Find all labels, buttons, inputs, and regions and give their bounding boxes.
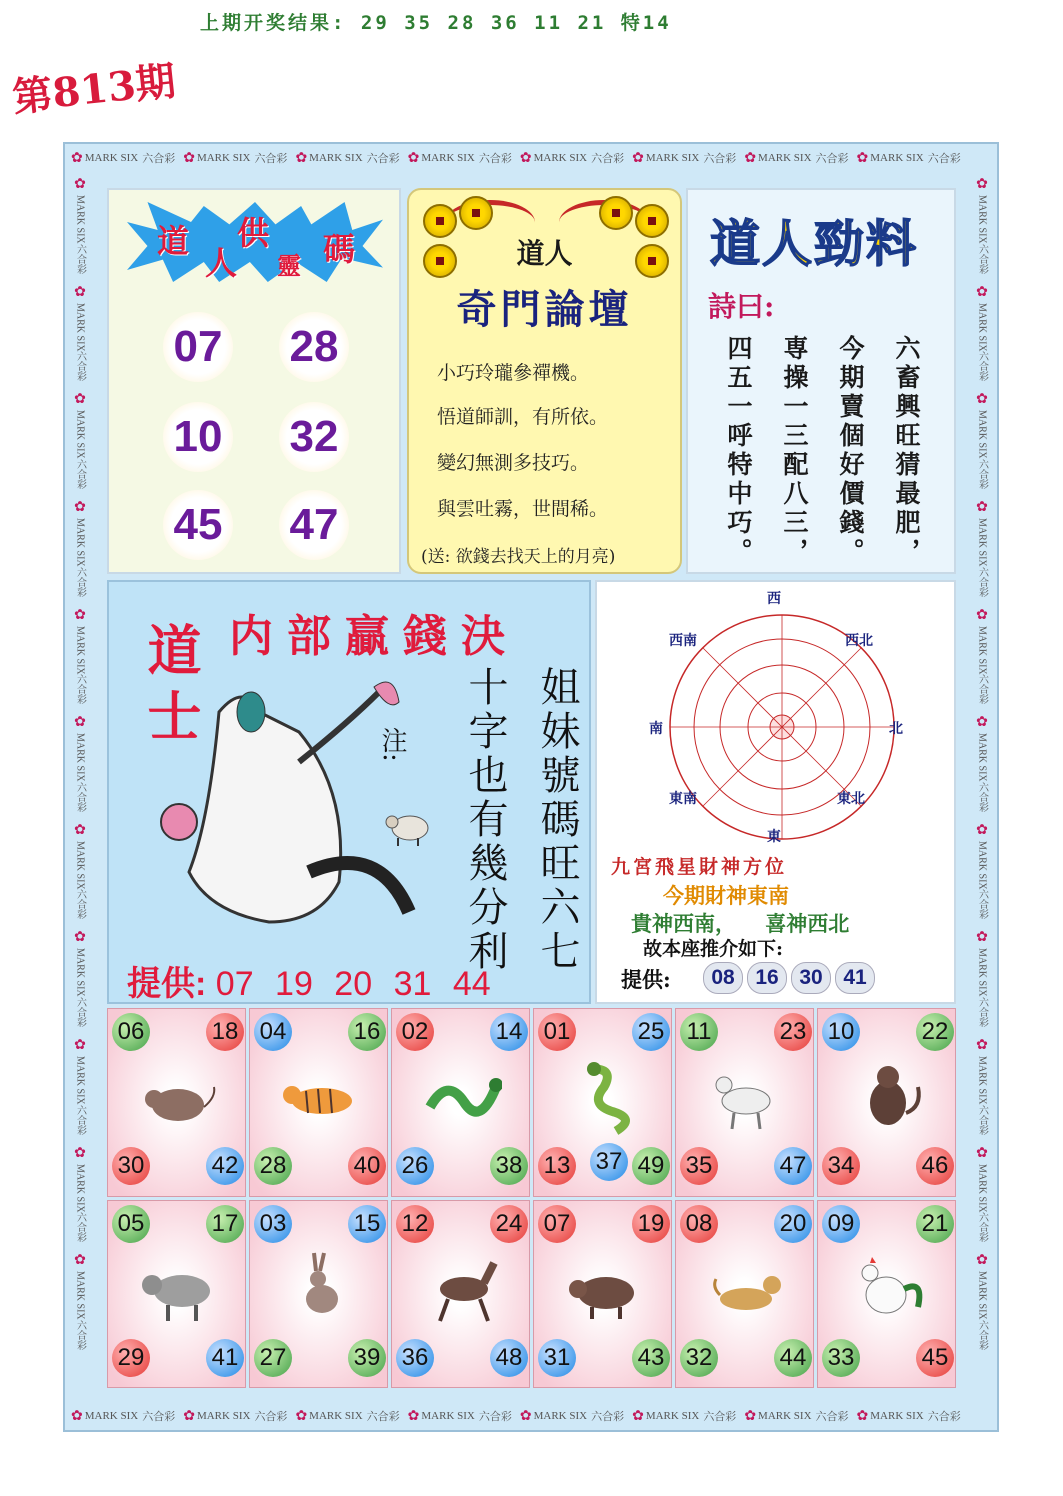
number-ball: 37 bbox=[590, 1143, 628, 1181]
verse-column: 今期賣個好價錢。 bbox=[836, 335, 865, 567]
flower-icon: ✿ bbox=[183, 150, 195, 166]
border-unit bbox=[857, 150, 961, 167]
number-ball: 31 bbox=[538, 1339, 576, 1377]
taoist-figure-icon bbox=[149, 672, 449, 942]
flower-icon: ✿ bbox=[71, 150, 83, 166]
flower-icon: ✿ bbox=[976, 284, 988, 300]
border-logo: 六合彩 bbox=[976, 458, 988, 489]
number-ball: 19 bbox=[632, 1205, 670, 1243]
border-strip-top bbox=[65, 144, 997, 172]
zodiac-cell bbox=[817, 1200, 956, 1389]
number-ball: 10 bbox=[822, 1013, 860, 1051]
border-logo: 六合彩 bbox=[976, 243, 988, 274]
border-text: MARK SIX bbox=[533, 152, 588, 164]
compass-panel bbox=[595, 580, 956, 1004]
border-text: MARK SIX bbox=[421, 1410, 475, 1422]
border-text: MARK SIX bbox=[74, 733, 86, 782]
border-unit bbox=[408, 150, 512, 167]
verse-column: 六畜興旺猜最肥， bbox=[892, 335, 921, 567]
border-text: MARK SIX bbox=[976, 1163, 988, 1213]
zodiac-cell bbox=[533, 1008, 672, 1197]
number-ball: 49 bbox=[632, 1147, 670, 1185]
flower-icon: ✿ bbox=[74, 1145, 86, 1161]
border-text: MARK SIX bbox=[645, 1410, 700, 1422]
border-unit bbox=[71, 150, 175, 167]
flower-icon: ✿ bbox=[976, 1253, 988, 1269]
border-text: MARK SIX bbox=[758, 1410, 812, 1422]
border-logo: 六合彩 bbox=[976, 351, 988, 382]
border-logo: 六合彩 bbox=[142, 1411, 176, 1423]
border-text: MARK SIX bbox=[74, 1056, 86, 1105]
border-text: MARK SIX bbox=[309, 1410, 363, 1422]
zodiac-cell bbox=[391, 1200, 530, 1389]
number-ball: 09 bbox=[822, 1205, 860, 1243]
border-text: MARK SIX bbox=[74, 517, 86, 567]
border-text: MARK SIX bbox=[84, 152, 139, 164]
flower-icon: ✿ bbox=[295, 150, 308, 166]
zodiac-cell bbox=[249, 1200, 388, 1389]
border-logo: 六合彩 bbox=[591, 1411, 625, 1423]
direction-label: 北 bbox=[889, 721, 903, 737]
border-strip-right bbox=[967, 172, 997, 1402]
border-unit bbox=[73, 929, 88, 1027]
number-ball: 46 bbox=[916, 1147, 954, 1185]
border-text: MARK SIX bbox=[74, 625, 86, 675]
border-unit bbox=[975, 607, 990, 705]
zodiac-cell bbox=[249, 1008, 388, 1197]
border-text: MARK SIX bbox=[870, 1410, 924, 1422]
qimen-note: (送: 欲錢去找天上的月亮) bbox=[421, 547, 616, 567]
flower-icon: ✿ bbox=[74, 1253, 86, 1269]
border-logo: 六合彩 bbox=[976, 781, 988, 812]
border-logo: 六合彩 bbox=[976, 566, 988, 597]
border-unit bbox=[73, 176, 88, 274]
flower-icon: ✿ bbox=[632, 1408, 644, 1424]
border-unit bbox=[295, 150, 399, 167]
neibu-title: 内部贏錢決 bbox=[229, 611, 519, 662]
direction-label: 西 bbox=[767, 591, 781, 607]
compass-line: 今期財神東南 bbox=[663, 883, 789, 908]
zodiac-cell bbox=[533, 1200, 672, 1389]
monkey-icon bbox=[848, 1057, 928, 1137]
border-unit bbox=[73, 714, 88, 812]
provide-number: 41 bbox=[835, 962, 875, 994]
border-unit bbox=[183, 1408, 287, 1425]
number-ball: 05 bbox=[112, 1205, 150, 1243]
border-unit bbox=[73, 284, 88, 382]
border-logo: 六合彩 bbox=[976, 1212, 988, 1243]
compass-line: 故本座推介如下: bbox=[643, 938, 784, 960]
border-unit bbox=[183, 150, 287, 167]
border-logo: 六合彩 bbox=[366, 1411, 400, 1423]
zodiac-grid bbox=[107, 1008, 956, 1388]
border-text: MARK SIX bbox=[976, 733, 988, 782]
code-number: 07 bbox=[163, 312, 233, 382]
number-ball: 18 bbox=[206, 1013, 244, 1051]
border-logo: 六合彩 bbox=[254, 153, 288, 165]
goat-icon bbox=[706, 1057, 786, 1137]
flower-icon: ✿ bbox=[976, 392, 988, 408]
neibu-side-title: 道士 bbox=[139, 622, 203, 754]
border-strip-left bbox=[65, 172, 95, 1402]
border-logo: 六合彩 bbox=[74, 566, 86, 597]
border-unit bbox=[520, 1408, 624, 1425]
number-ball: 22 bbox=[916, 1013, 954, 1051]
number-ball: 04 bbox=[254, 1013, 292, 1051]
compass-line: 貴神西南， 喜神西北 bbox=[631, 911, 850, 936]
daoren-code-title bbox=[127, 202, 383, 298]
border-unit bbox=[975, 714, 990, 812]
border-strip-bottom bbox=[65, 1402, 997, 1430]
number-ball: 15 bbox=[348, 1205, 386, 1243]
border-text: MARK SIX bbox=[645, 152, 700, 164]
border-text: MARK SIX bbox=[976, 840, 988, 890]
flower-icon: ✿ bbox=[976, 930, 988, 946]
border-text: MARK SIX bbox=[74, 195, 86, 244]
border-text: MARK SIX bbox=[196, 1410, 251, 1422]
border-logo: 六合彩 bbox=[703, 1411, 737, 1423]
border-text: MARK SIX bbox=[84, 1410, 139, 1422]
border-unit bbox=[975, 391, 990, 489]
flower-icon: ✿ bbox=[976, 607, 988, 623]
horse-icon bbox=[422, 1249, 502, 1329]
flower-icon: ✿ bbox=[744, 1408, 757, 1424]
title-char: 碼 bbox=[323, 230, 356, 268]
border-text: MARK SIX bbox=[870, 152, 924, 164]
border-logo: 六合彩 bbox=[366, 153, 400, 165]
border-unit bbox=[975, 822, 990, 920]
provide-number: 08 bbox=[703, 962, 743, 994]
neibu-provide bbox=[127, 956, 491, 1004]
border-text: MARK SIX bbox=[976, 302, 988, 352]
number-ball: 27 bbox=[254, 1339, 292, 1377]
border-logo: 六合彩 bbox=[927, 1411, 961, 1423]
border-unit bbox=[295, 1408, 399, 1425]
border-text: MARK SIX bbox=[421, 152, 475, 164]
flower-icon: ✿ bbox=[74, 284, 86, 300]
border-unit bbox=[857, 1408, 961, 1425]
compass-provide-label: 提供: bbox=[621, 967, 671, 992]
last-draw-result: 上期开奖结果: 29 35 28 36 11 21 特14 bbox=[200, 12, 672, 34]
number-ball: 07 bbox=[538, 1205, 576, 1243]
border-text: MARK SIX bbox=[976, 410, 988, 459]
flower-icon: ✿ bbox=[976, 715, 988, 731]
coin-icon bbox=[599, 196, 633, 230]
dog-icon bbox=[706, 1249, 786, 1329]
number-ball: 25 bbox=[632, 1013, 670, 1051]
border-logo: 六合彩 bbox=[976, 674, 988, 705]
jinliao-title: 道人勁料 bbox=[710, 214, 918, 273]
poem-line: 小巧玲瓏參禪機。 bbox=[437, 362, 590, 384]
border-text: MARK SIX bbox=[976, 948, 988, 997]
zodiac-cell bbox=[817, 1008, 956, 1197]
title-char: 人 bbox=[205, 244, 238, 282]
border-text: MARK SIX bbox=[74, 1271, 86, 1320]
border-unit bbox=[73, 499, 88, 597]
number-ball: 48 bbox=[490, 1339, 528, 1377]
flower-icon: ✿ bbox=[976, 1145, 988, 1161]
neibu-panel bbox=[107, 580, 591, 1004]
code-number: 32 bbox=[279, 402, 349, 472]
number-ball: 38 bbox=[490, 1147, 528, 1185]
flower-icon: ✿ bbox=[74, 607, 86, 623]
code-number: 10 bbox=[163, 402, 233, 472]
verse-column: 十字也有幾分利 bbox=[462, 666, 508, 974]
number-ball: 06 bbox=[112, 1013, 150, 1051]
border-unit bbox=[73, 1037, 88, 1135]
direction-label: 南 bbox=[649, 721, 663, 737]
border-text: MARK SIX bbox=[976, 625, 988, 675]
number-ball: 01 bbox=[538, 1013, 576, 1051]
number-ball: 16 bbox=[348, 1013, 386, 1051]
number-ball: 11 bbox=[680, 1013, 718, 1051]
border-text: MARK SIX bbox=[976, 517, 988, 567]
compass-line: 九宮飛星財神方位 bbox=[611, 856, 788, 878]
border-unit bbox=[520, 150, 624, 167]
border-unit bbox=[73, 607, 88, 705]
qimen-title: 奇門論壇 bbox=[456, 286, 633, 333]
flower-icon: ✿ bbox=[71, 1408, 83, 1424]
poem-line: 變幻無測多技巧。 bbox=[437, 452, 590, 474]
border-unit bbox=[632, 1408, 736, 1425]
verse-column: 専操一三配八三， bbox=[780, 335, 809, 567]
border-unit bbox=[975, 284, 990, 382]
title-char: 道 bbox=[157, 222, 190, 260]
border-logo: 六合彩 bbox=[815, 1411, 849, 1423]
border-logo: 六合彩 bbox=[74, 243, 86, 274]
border-unit bbox=[975, 1252, 990, 1350]
border-logo: 六合彩 bbox=[74, 351, 86, 382]
border-text: MARK SIX bbox=[74, 1163, 86, 1213]
qimen-forum-panel bbox=[407, 188, 682, 574]
qimen-title-small: 道人 bbox=[516, 237, 573, 270]
number-ball: 20 bbox=[774, 1205, 812, 1243]
border-logo: 六合彩 bbox=[74, 1212, 86, 1243]
number-ball: 35 bbox=[680, 1147, 718, 1185]
number-ball: 42 bbox=[206, 1147, 244, 1185]
provide-number: 30 bbox=[791, 962, 831, 994]
coin-icon bbox=[459, 196, 493, 230]
border-text: MARK SIX bbox=[976, 1271, 988, 1320]
flower-icon: ✿ bbox=[519, 150, 532, 166]
number-ball: 03 bbox=[254, 1205, 292, 1243]
border-text: MARK SIX bbox=[74, 410, 86, 459]
direction-label: 西南 bbox=[669, 633, 697, 649]
flower-icon: ✿ bbox=[183, 1408, 195, 1424]
flower-icon: ✿ bbox=[407, 1408, 420, 1424]
issue-number: 第813期 bbox=[10, 57, 178, 122]
rooster-icon bbox=[848, 1249, 928, 1329]
flower-icon: ✿ bbox=[74, 1038, 86, 1053]
number-ball: 41 bbox=[206, 1339, 244, 1377]
jinliao-panel bbox=[686, 188, 956, 574]
number-ball: 47 bbox=[774, 1147, 812, 1185]
number-ball: 14 bbox=[490, 1013, 528, 1051]
provide-number: 16 bbox=[747, 962, 787, 994]
number-ball: 24 bbox=[490, 1205, 528, 1243]
code-number: 47 bbox=[279, 490, 349, 560]
border-unit bbox=[975, 929, 990, 1027]
border-unit bbox=[975, 1145, 990, 1243]
code-number: 45 bbox=[163, 490, 233, 560]
flower-icon: ✿ bbox=[976, 177, 988, 192]
border-text: MARK SIX bbox=[533, 1410, 588, 1422]
number-ball: 30 bbox=[112, 1147, 150, 1185]
flower-icon: ✿ bbox=[856, 150, 869, 166]
number-ball: 21 bbox=[916, 1205, 954, 1243]
number-ball: 23 bbox=[774, 1013, 812, 1051]
tiger-icon bbox=[280, 1057, 360, 1137]
snake-icon bbox=[564, 1057, 644, 1137]
flower-icon: ✿ bbox=[856, 1408, 869, 1424]
border-logo: 六合彩 bbox=[74, 458, 86, 489]
number-ball: 36 bbox=[396, 1339, 434, 1377]
border-logo: 六合彩 bbox=[74, 781, 86, 812]
rabbit-icon bbox=[280, 1249, 360, 1329]
border-text: MARK SIX bbox=[74, 302, 86, 352]
poster bbox=[63, 142, 999, 1432]
zodiac-cell bbox=[107, 1008, 246, 1197]
number-ball: 33 bbox=[822, 1339, 860, 1377]
flower-icon: ✿ bbox=[632, 150, 644, 166]
zodiac-cell bbox=[675, 1008, 814, 1197]
border-logo: 六合彩 bbox=[142, 153, 176, 165]
number-ball: 40 bbox=[348, 1147, 386, 1185]
border-unit bbox=[73, 1145, 88, 1243]
border-unit bbox=[975, 176, 990, 274]
number-ball: 12 bbox=[396, 1205, 434, 1243]
sheep-icon bbox=[384, 808, 434, 848]
border-logo: 六合彩 bbox=[703, 153, 737, 165]
border-logo: 六合彩 bbox=[254, 1411, 288, 1423]
border-unit bbox=[73, 391, 88, 489]
daoren-code-panel bbox=[107, 188, 401, 574]
border-text: MARK SIX bbox=[976, 195, 988, 244]
poem-line: 與雲吐霧，世間稀。 bbox=[437, 498, 609, 520]
border-logo: 六合彩 bbox=[976, 997, 988, 1027]
direction-label: 東南 bbox=[669, 791, 697, 807]
border-unit bbox=[975, 1037, 990, 1135]
flower-icon: ✿ bbox=[976, 822, 988, 838]
border-logo: 六合彩 bbox=[591, 153, 625, 165]
title-char: 供 bbox=[237, 214, 270, 252]
number-ball: 44 bbox=[774, 1339, 812, 1377]
direction-label: 東北 bbox=[837, 791, 865, 807]
flower-icon: ✿ bbox=[74, 499, 86, 515]
pig-icon bbox=[564, 1249, 644, 1329]
border-unit bbox=[408, 1408, 512, 1425]
border-unit bbox=[73, 822, 88, 920]
direction-label: 西北 bbox=[845, 633, 873, 649]
rat-icon bbox=[138, 1057, 218, 1137]
border-logo: 六合彩 bbox=[74, 997, 86, 1027]
flower-icon: ✿ bbox=[407, 150, 420, 166]
border-logo: 六合彩 bbox=[976, 889, 988, 920]
zodiac-cell bbox=[675, 1200, 814, 1389]
number-ball: 28 bbox=[254, 1147, 292, 1185]
verse-column: 四五一呼特中巧。 bbox=[724, 335, 753, 567]
border-unit bbox=[73, 1252, 88, 1350]
zodiac-cell bbox=[107, 1200, 246, 1389]
number-ball: 26 bbox=[396, 1147, 434, 1185]
code-number: 28 bbox=[279, 312, 349, 382]
jinliao-subtitle: 詩曰: bbox=[708, 290, 775, 323]
border-logo: 六合彩 bbox=[976, 1104, 988, 1135]
border-text: MARK SIX bbox=[309, 152, 363, 164]
border-text: MARK SIX bbox=[196, 152, 251, 164]
border-text: MARK SIX bbox=[976, 1056, 988, 1105]
flower-icon: ✿ bbox=[74, 177, 86, 192]
border-logo: 六合彩 bbox=[927, 153, 961, 165]
border-text: MARK SIX bbox=[74, 840, 86, 890]
direction-label: 東 bbox=[767, 829, 781, 845]
border-unit bbox=[632, 150, 736, 167]
border-logo: 六合彩 bbox=[478, 1411, 512, 1423]
ox-icon bbox=[138, 1249, 218, 1329]
title-char: 靈 bbox=[277, 251, 301, 280]
neibu-note: 注: bbox=[377, 727, 407, 762]
number-ball: 43 bbox=[632, 1339, 670, 1377]
border-text: MARK SIX bbox=[74, 948, 86, 997]
flower-icon: ✿ bbox=[744, 150, 757, 166]
verse-column: 姐妹號碼旺六七 bbox=[534, 666, 580, 974]
flower-icon: ✿ bbox=[74, 715, 86, 731]
dragon-icon bbox=[422, 1057, 502, 1137]
border-logo: 六合彩 bbox=[478, 153, 512, 165]
number-ball: 34 bbox=[822, 1147, 860, 1185]
border-logo: 六合彩 bbox=[74, 889, 86, 920]
flower-icon: ✿ bbox=[74, 930, 86, 946]
border-logo: 六合彩 bbox=[976, 1319, 988, 1350]
number-ball: 39 bbox=[348, 1339, 386, 1377]
border-unit bbox=[744, 150, 848, 167]
number-ball: 45 bbox=[916, 1339, 954, 1377]
flower-icon: ✿ bbox=[976, 499, 988, 515]
provide-label: 提供: bbox=[127, 965, 207, 1003]
flower-icon: ✿ bbox=[74, 392, 86, 408]
zodiac-cell bbox=[391, 1008, 530, 1197]
number-ball: 08 bbox=[680, 1205, 718, 1243]
poem-line: 悟道師訓，有所依。 bbox=[437, 406, 609, 428]
border-unit bbox=[744, 1408, 848, 1425]
flower-icon: ✿ bbox=[519, 1408, 532, 1424]
border-unit bbox=[975, 499, 990, 597]
number-ball: 13 bbox=[538, 1147, 576, 1185]
number-ball: 02 bbox=[396, 1013, 434, 1051]
border-logo: 六合彩 bbox=[74, 1104, 86, 1135]
border-text: MARK SIX bbox=[758, 152, 812, 164]
border-logo: 六合彩 bbox=[74, 1319, 86, 1350]
flower-icon: ✿ bbox=[295, 1408, 308, 1424]
provide-numbers: 07 19 20 31 44 bbox=[215, 965, 491, 1003]
number-ball: 29 bbox=[112, 1339, 150, 1377]
border-logo: 六合彩 bbox=[815, 153, 849, 165]
number-ball: 32 bbox=[680, 1339, 718, 1377]
number-ball: 17 bbox=[206, 1205, 244, 1243]
flower-icon: ✿ bbox=[74, 822, 86, 838]
border-logo: 六合彩 bbox=[74, 674, 86, 705]
flower-icon: ✿ bbox=[976, 1038, 988, 1053]
border-unit bbox=[71, 1408, 175, 1425]
